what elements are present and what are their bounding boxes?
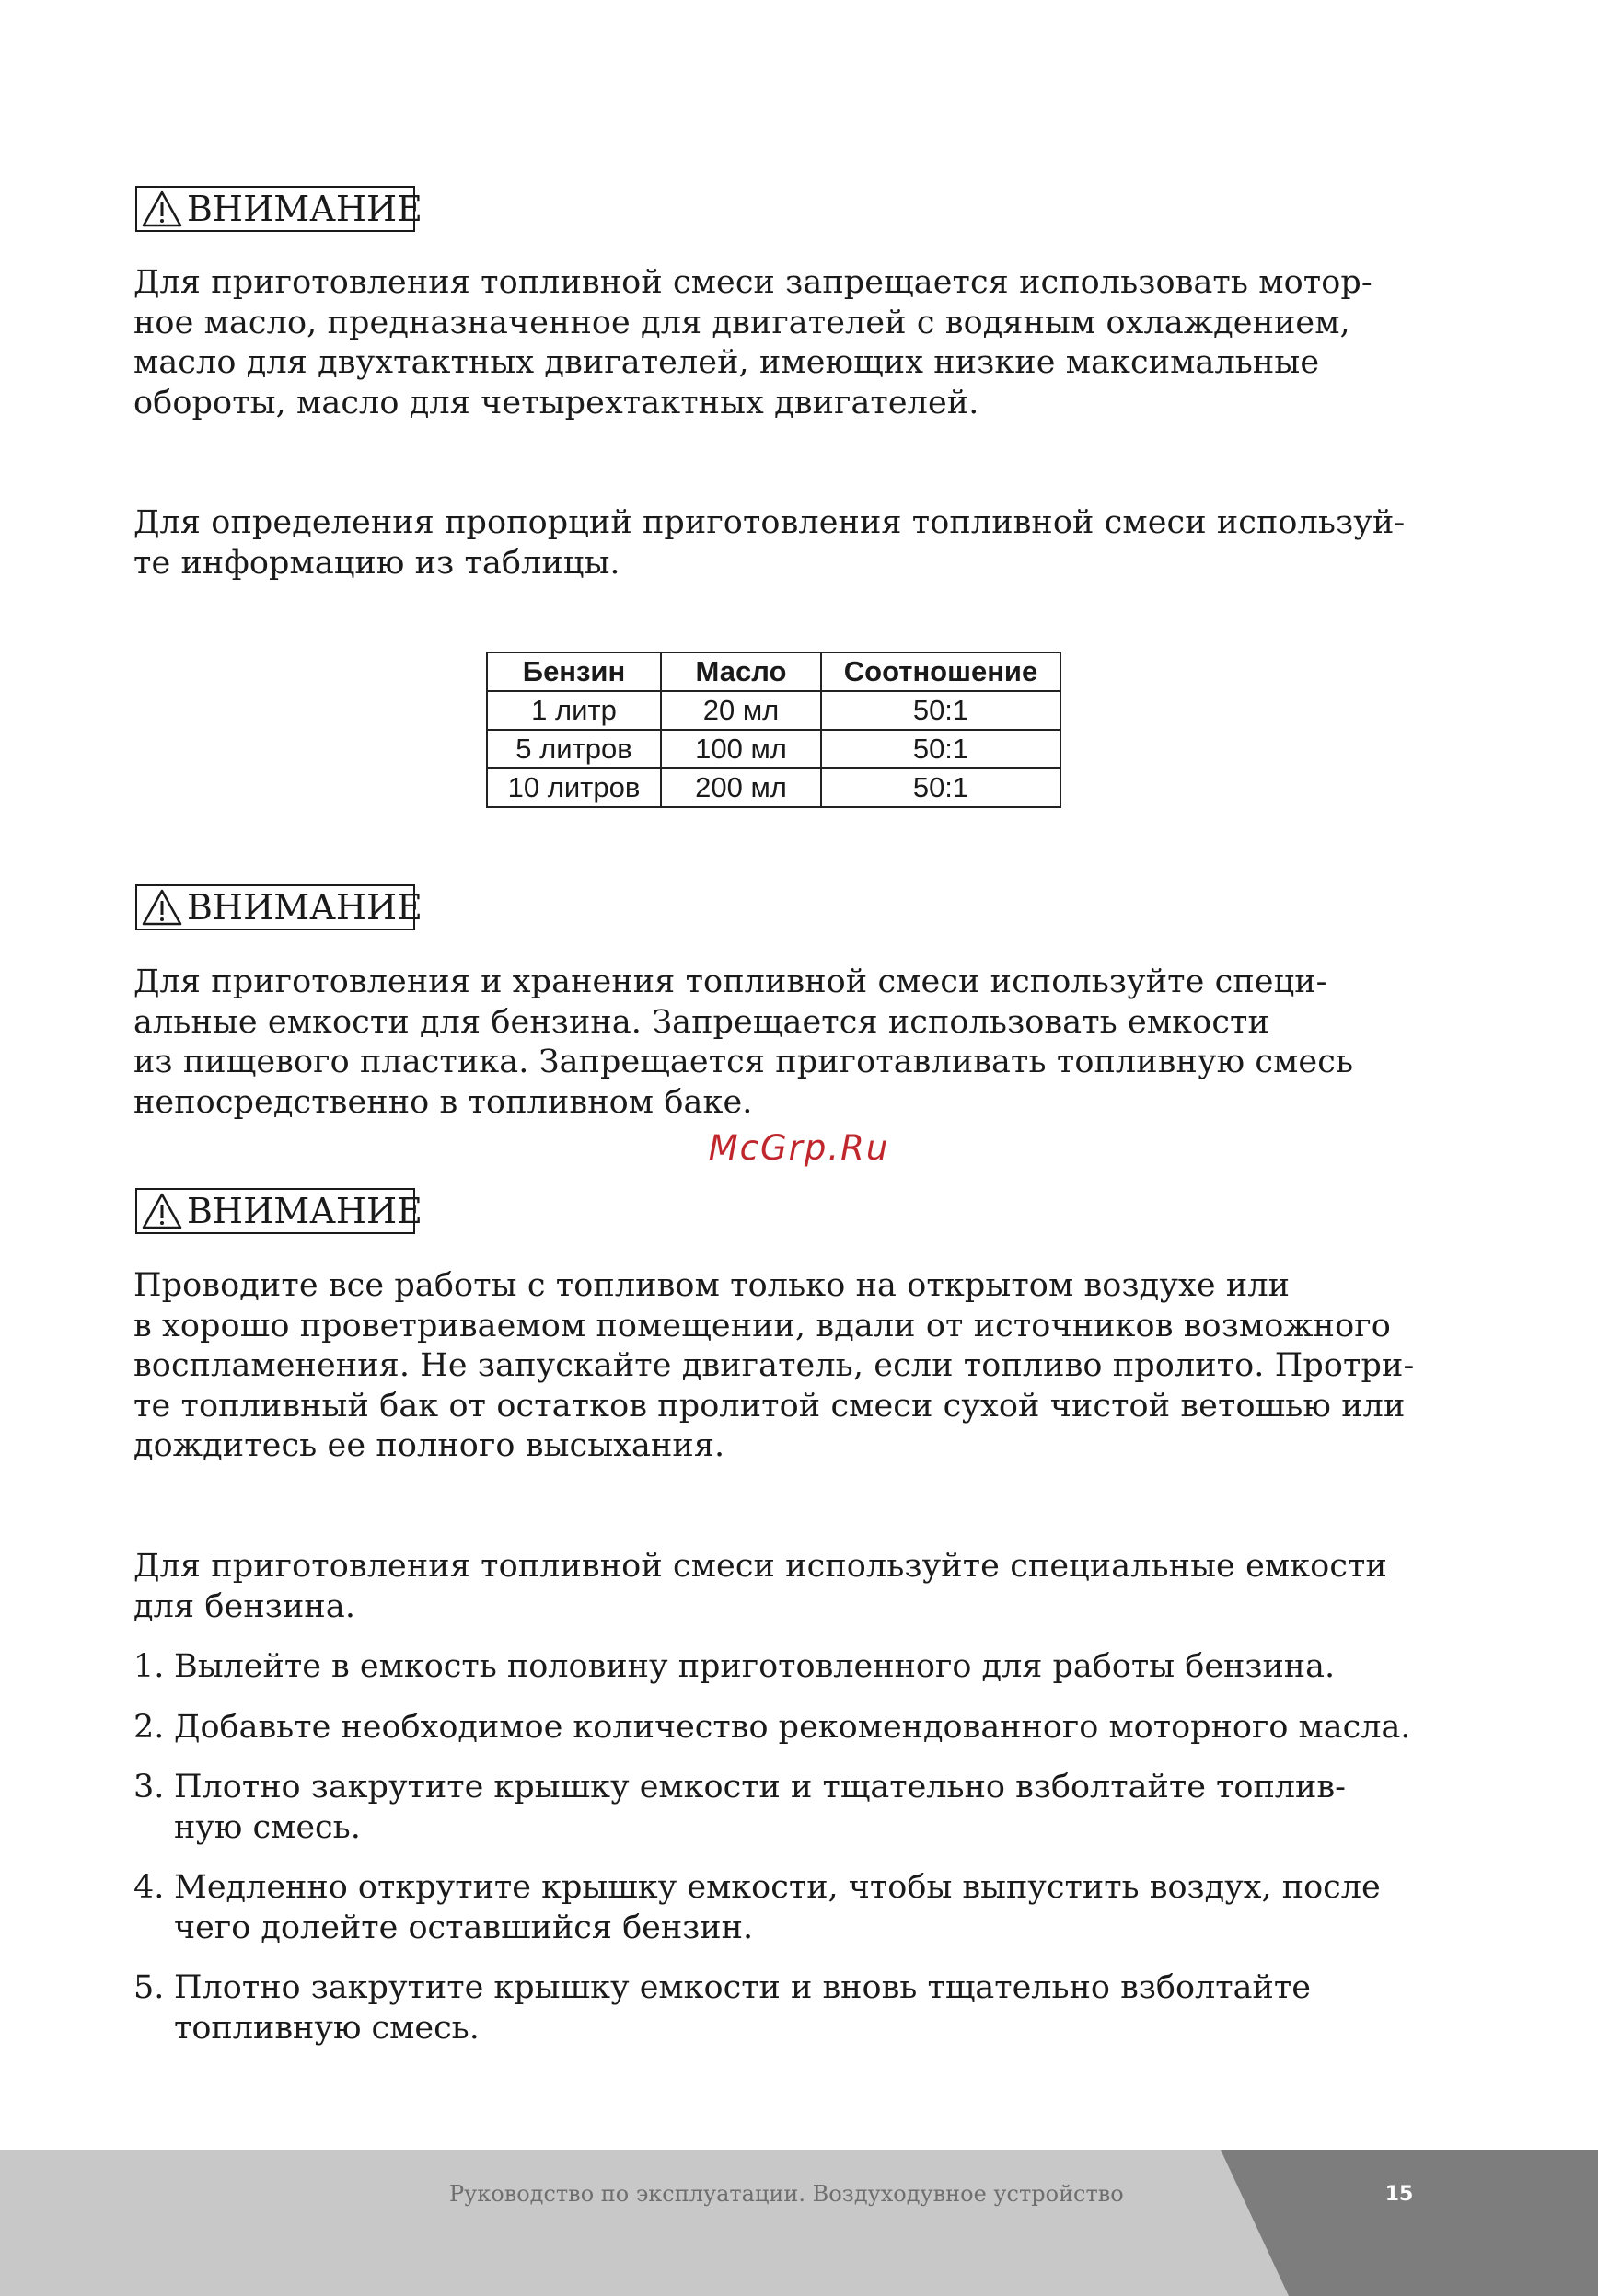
cell-petrol: 1 литр xyxy=(487,691,661,730)
text-line: Для приготовления и хранения топливной смеси используйте специ- xyxy=(133,963,1327,1000)
list-item xyxy=(133,1968,1441,2048)
step-text: чего долейте оставшийся бензин. xyxy=(174,1909,754,1946)
table-row xyxy=(487,768,1060,807)
step-number: 3. xyxy=(133,1769,165,1806)
header-petrol: Бензин xyxy=(487,652,661,691)
cell-ratio: 50:1 xyxy=(821,730,1060,768)
warning-label: ВНИМАНИЕ xyxy=(187,1191,423,1231)
warning-label: ВНИМАНИЕ xyxy=(187,887,423,928)
watermark: McGrp.Ru xyxy=(708,1128,890,1168)
text-line: Для определения пропорций приготовления топливной смеси используй- xyxy=(133,504,1406,541)
proportions-intro xyxy=(133,503,1422,583)
list-item xyxy=(133,1868,1441,1948)
text-line: Для приготовления топливной смеси запрещается использовать мотор- xyxy=(133,264,1372,301)
text-line: Для приготовления топливной смеси используйте специальные емкости xyxy=(133,1548,1387,1585)
warning-triangle-icon xyxy=(141,1192,183,1230)
step-text: Плотно закрутите крышку емкости и вновь тщательно взболтайте xyxy=(174,1969,1311,2006)
text-line: непосредственно в топливном баке. xyxy=(133,1083,753,1121)
table-row xyxy=(487,730,1060,768)
cell-oil: 200 мл xyxy=(661,768,821,807)
cell-ratio: 50:1 xyxy=(821,768,1060,807)
step-text: Вылейте в емкость половину приготовленного для работы бензина. xyxy=(174,1648,1336,1685)
step-text: ную смесь. xyxy=(174,1808,361,1846)
warning-triangle-icon xyxy=(141,190,183,228)
step-number: 5. xyxy=(133,1969,165,2006)
warning-box-3 xyxy=(135,1188,423,1234)
text-line: воспламенения. Не запускайте двигатель, если топливо пролито. Протри- xyxy=(133,1347,1415,1384)
footer-band xyxy=(0,2150,1598,2296)
step-text: топливную смесь. xyxy=(174,2009,480,2047)
text-line: те топливный бак от остатков пролитой смеси сухой чистой ветошью или xyxy=(133,1387,1406,1425)
text-line: альные емкости для бензина. Запрещается использовать емкости xyxy=(133,1003,1269,1041)
page-footer xyxy=(0,2150,1598,2296)
list-item xyxy=(133,1647,1441,1688)
list-item xyxy=(133,1768,1441,1848)
step-text: Добавьте необходимое количество рекомендованного моторного масла. xyxy=(174,1708,1411,1746)
text-line: ное масло, предназначенное для двигателей с водяным охлаждением, xyxy=(133,304,1350,341)
step-number: 4. xyxy=(133,1869,165,1906)
step-text: Плотно закрутите крышку емкости и тщательно взболтайте топлив- xyxy=(174,1769,1346,1806)
text-line: обороты, масло для четырехтактных двигателей. xyxy=(133,384,979,421)
warning-triangle-icon xyxy=(141,888,183,927)
cell-petrol: 10 литров xyxy=(487,768,661,807)
mixing-intro xyxy=(133,1547,1422,1627)
fuel-mix-table xyxy=(486,652,1061,808)
page-number: 15 xyxy=(1384,2183,1414,2206)
warning-label: ВНИМАНИЕ xyxy=(187,189,423,229)
step-number: 1. xyxy=(133,1648,165,1685)
table-row xyxy=(487,691,1060,730)
cell-ratio: 50:1 xyxy=(821,691,1060,730)
warning-box-1 xyxy=(135,186,423,232)
warning-box-2 xyxy=(135,884,423,930)
footer-manual-title: Руководство по эксплуатации. Воздуходувное устройство xyxy=(449,2181,1124,2207)
text-line: масло для двухтактных двигателей, имеющих низкие максимальные xyxy=(133,344,1320,381)
text-line: Проводите все работы с топливом только на открытом воздухе или xyxy=(133,1267,1291,1304)
text-line: в хорошо проветриваемом помещении, вдали от источников возможного xyxy=(133,1307,1391,1344)
text-line: для бензина. xyxy=(133,1587,356,1625)
warning-text-oil xyxy=(133,263,1422,423)
cell-petrol: 5 литров xyxy=(487,730,661,768)
header-ratio: Соотношение xyxy=(821,652,1060,691)
list-item xyxy=(133,1708,1441,1748)
warning-text-containers xyxy=(133,963,1422,1123)
text-line: дождитесь ее полного высыхания. xyxy=(133,1427,725,1464)
text-line: те информацию из таблицы. xyxy=(133,544,620,582)
cell-oil: 100 мл xyxy=(661,730,821,768)
text-line: из пищевого пластика. Запрещается приготавливать топливную смесь xyxy=(133,1044,1354,1080)
warning-text-ventilation xyxy=(133,1266,1422,1467)
step-number: 2. xyxy=(133,1708,165,1746)
table-header-row xyxy=(487,652,1060,691)
header-oil: Масло xyxy=(661,652,821,691)
cell-oil: 20 мл xyxy=(661,691,821,730)
mixing-steps-list xyxy=(133,1647,1441,2069)
step-text: Медленно открутите крышку емкости, чтобы выпустить воздух, после xyxy=(174,1869,1381,1906)
